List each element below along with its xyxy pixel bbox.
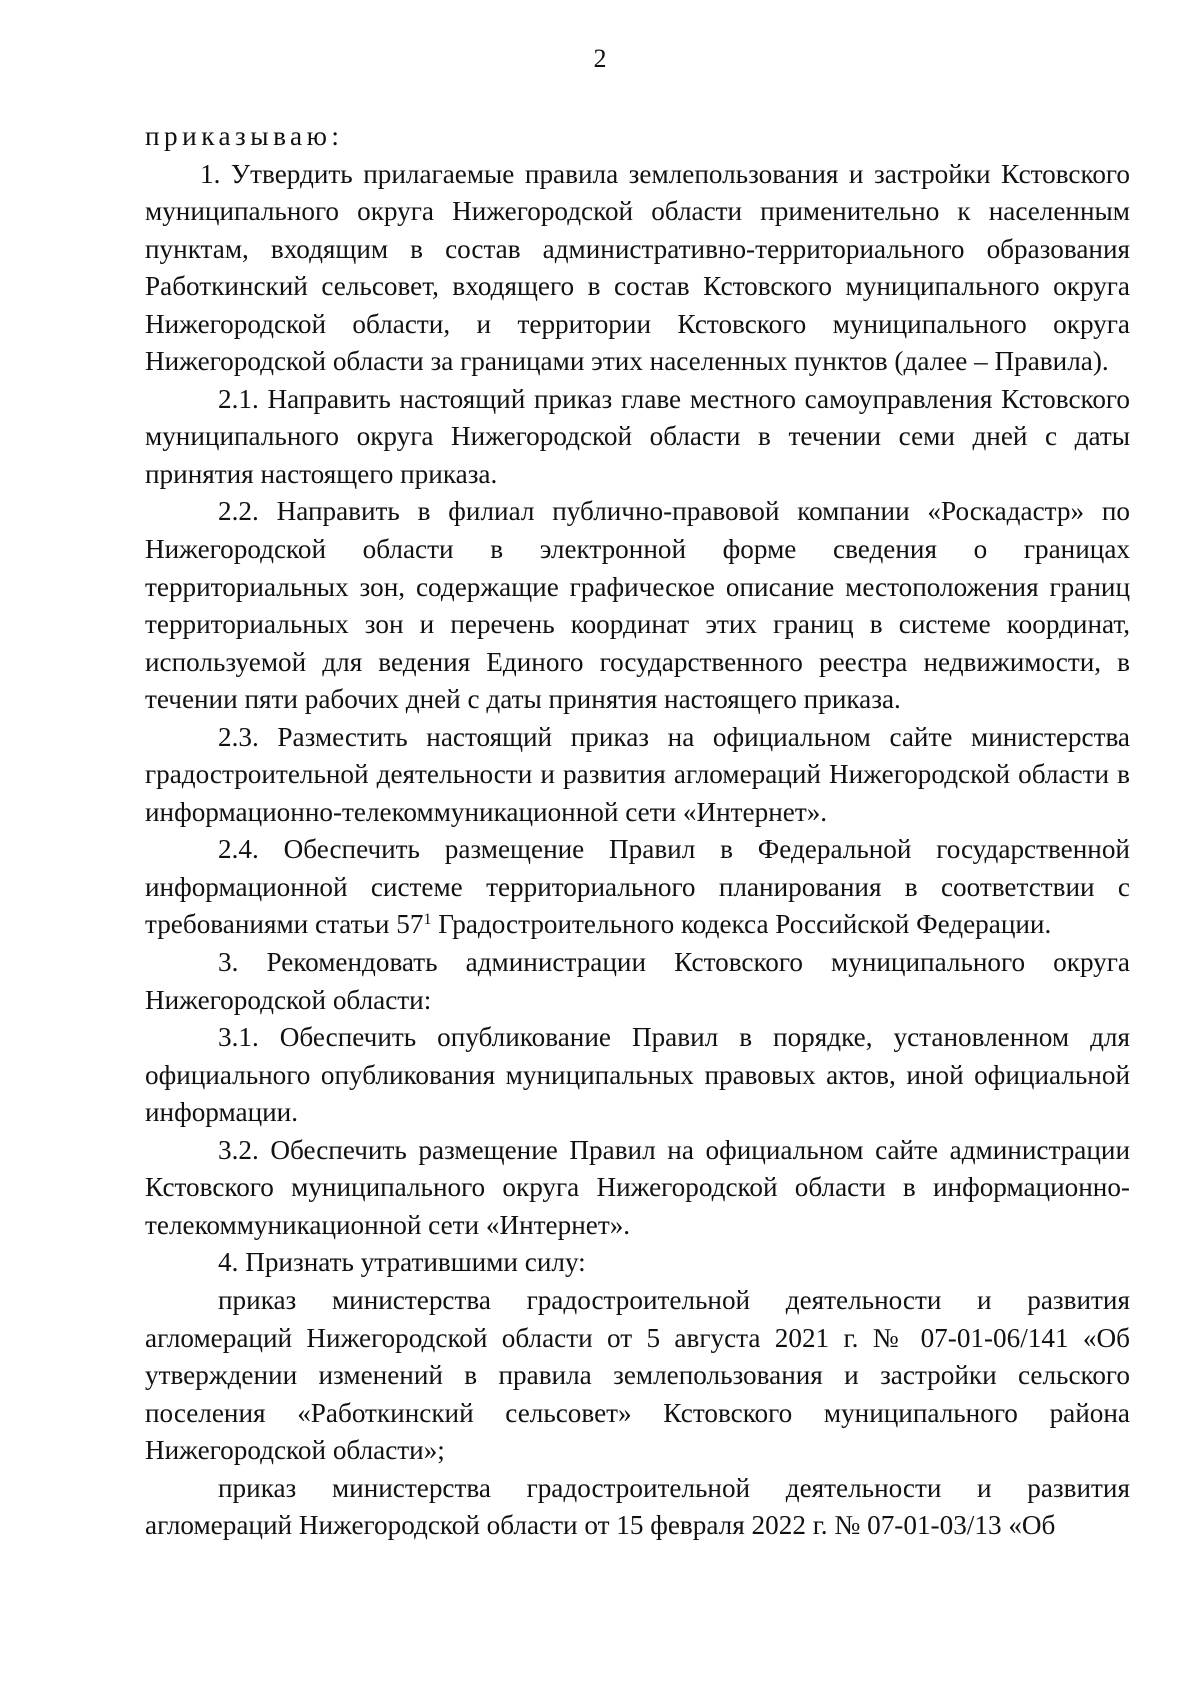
paragraph-3-1: 3.1. Обеспечить опубликование Правил в порядке, установленном для официального опубликования муниципальных правовых актов, иной официальной информации.	[145, 1022, 1130, 1128]
paragraph-2-4-text: 2.4. Обеспечить размещение Правил в Федеральной государственной информационной системе территориального планирования в соответствии с требованиями статьи 57	[145, 834, 1130, 940]
paragraph-4-order-2021: приказ министерства градостроительной деятельности и развития агломераций Нижегородской области от 5 августа 2021 г. № 07-01-06/141 «Об утверждении изменений в правила землепользования и застройки сельского поселения «Работкинский сельсовет» Кстовского муниципального района Нижегородской области»;	[145, 1284, 1130, 1466]
paragraph-2-4-text-end: Градостроительного кодекса Российской Федерации.	[431, 909, 1052, 940]
paragraph-4-order-2022: приказ министерства градостроительной деятельности и развития агломераций Нижегородской области от 15 февраля 2022 г. № 07-01-03/13 «Об	[145, 1472, 1130, 1541]
paragraph-3: 3. Рекомендовать администрации Кстовского муниципального округа Нижегородской области:	[145, 947, 1130, 1015]
paragraph-2-4	[145, 831, 1130, 944]
paragraph-2-2: 2.2. Направить в филиал публично-правовой компании «Роскадастр» по Нижегородской области в электронной форме сведения о границах территориальных зон, содержащие графическое описание местоположения границ территориальных зон и перечень координат этих границ в системе координат, используемой для ведения Единого государственного реестра недвижимости, в течении пяти рабочих дней с даты принятия настоящего приказа.	[145, 496, 1130, 715]
paragraph-4: 4. Признать утратившими силу:	[218, 1247, 586, 1278]
paragraph-2-3: 2.3. Разместить настоящий приказ на официальном сайте министерства градостроительной деятельности и развития агломераций Нижегородской области в информационно-телекоммуникационной сети «Интернет».	[145, 721, 1130, 827]
decree-word: приказываю:	[145, 121, 344, 151]
article-superscript: 1	[423, 911, 432, 929]
page-number: 2	[593, 44, 607, 73]
paragraph-2-1: 2.1. Направить настоящий приказ главе местного самоуправления Кстовского муниципального округа Нижегородской области в течении семи дней с даты принятия настоящего приказа.	[145, 383, 1130, 489]
paragraph-1: 1. Утвердить прилагаемые правила землепользования и застройки Кстовского муниципального округа Нижегородской области применительно к населенным пунктам, входящим в состав административно-территориального образования Работкинский сельсовет, входящего в состав Кстовского муниципального округа Нижегородской области, и территории Кстовского муниципального округа Нижегородской области за границами этих населенных пунктов (далее – Правила).	[145, 158, 1130, 377]
paragraph-3-2: 3.2. Обеспечить размещение Правил на официальном сайте администрации Кстовского муниципального округа Нижегородской области в информационно-телекоммуникационной сети «Интернет».	[145, 1134, 1130, 1240]
document-body	[145, 118, 1130, 1545]
